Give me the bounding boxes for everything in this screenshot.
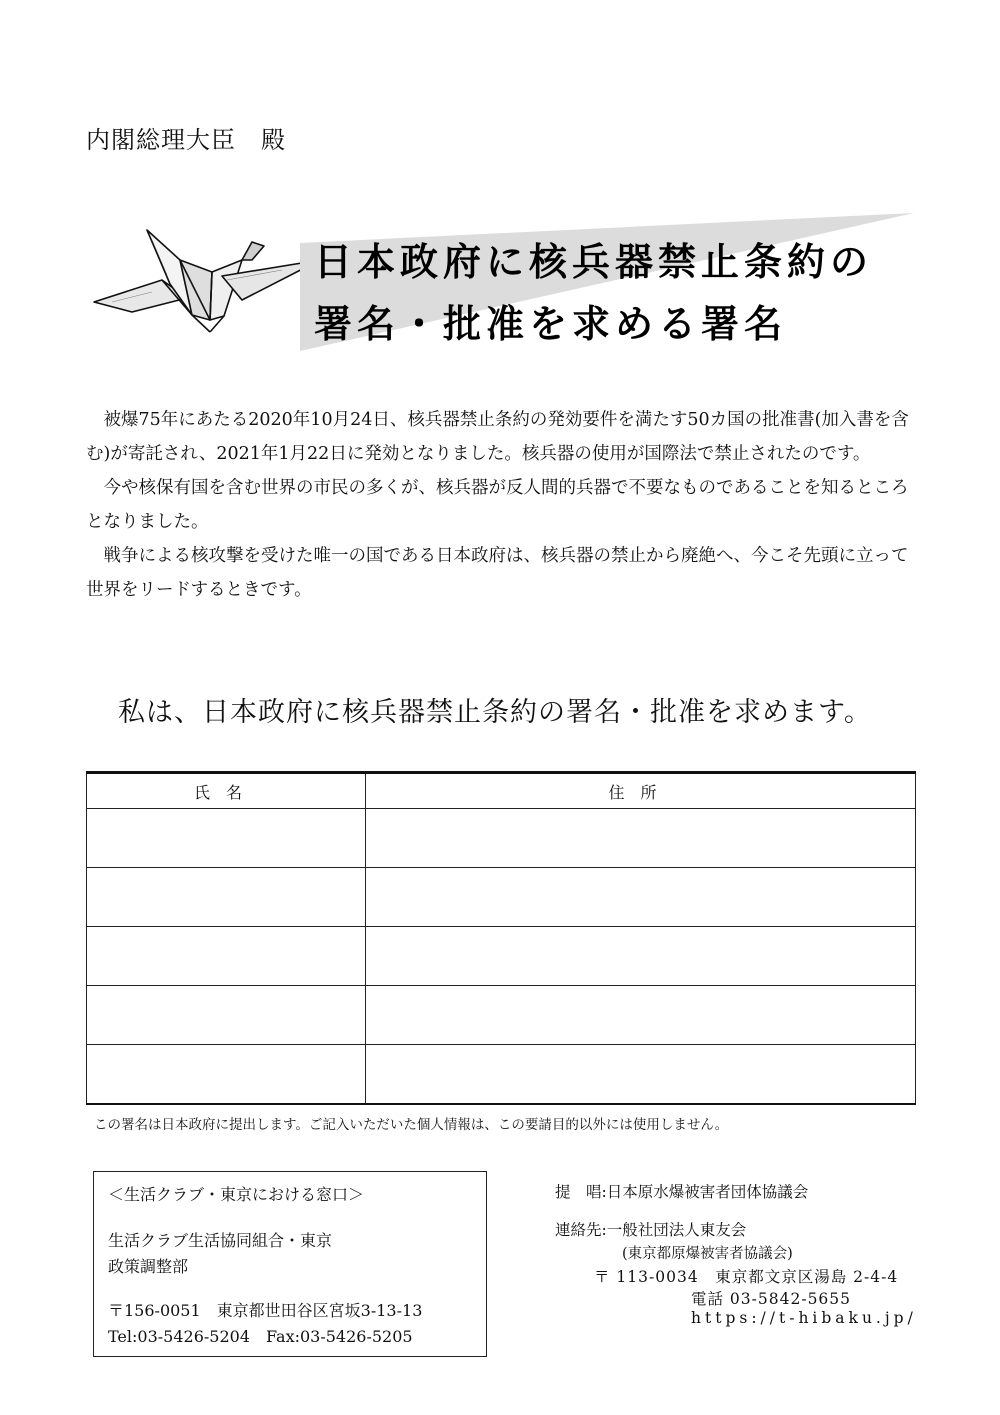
address-cell[interactable]: [366, 868, 916, 927]
name-column-header: 氏名: [87, 773, 366, 809]
contact-phone: 電話 03-5842-5655: [691, 1290, 852, 1308]
name-cell[interactable]: [87, 868, 366, 927]
address-cell[interactable]: [366, 927, 916, 986]
proposer: 提 唱:日本原水爆被害者団体協議会: [555, 1183, 809, 1201]
local-contact-box: [93, 1171, 487, 1357]
address-cell[interactable]: [366, 1045, 916, 1105]
contact-org: 連絡先:一般社団法人東友会: [555, 1221, 747, 1239]
title-banner: [300, 213, 914, 351]
address-column-header: 住所: [366, 773, 916, 809]
title-line-2: 署名・批准を求める署名: [314, 302, 788, 346]
table-row: [87, 986, 916, 1045]
paragraph: 今や核保有国を含む世界の市民の多くが、核兵器が反人間的兵器で不要なものであることを知るところとなりました。: [86, 478, 909, 532]
petition-statement: 私は、日本政府に核兵器禁止条約の署名・批准を求めます。: [118, 697, 872, 728]
address-cell[interactable]: [366, 809, 916, 868]
name-cell[interactable]: [87, 927, 366, 986]
address-cell[interactable]: [366, 986, 916, 1045]
privacy-note: この署名は日本政府に提出します。ご記入いただいた個人情報は、この要請目的以外には使用しません。: [94, 1117, 729, 1133]
signature-table: [86, 771, 916, 1105]
contact-address: 〒 113-0034 東京都文京区湯島 2-4-4: [594, 1268, 899, 1286]
addressee: 内閣総理大臣 殿: [86, 126, 286, 154]
contact-url[interactable]: https://t-hibaku.jp/: [691, 1309, 917, 1327]
table-row: [87, 809, 916, 868]
local-contact-address: [108, 1298, 422, 1350]
local-contact-title: ＜生活クラブ・東京における窓口＞: [108, 1185, 365, 1204]
table-row: [87, 1045, 916, 1105]
table-row: [87, 927, 916, 986]
contact-org-sub: (東京都原爆被害者協議会): [622, 1246, 793, 1262]
name-cell[interactable]: [87, 986, 366, 1045]
name-cell[interactable]: [87, 1045, 366, 1105]
local-contact-org: [108, 1228, 332, 1280]
paragraph: 被爆75年にあたる2020年10月24日、核兵器禁止条約の発効要件を満たす50カ国の批准書(加入書を含む)が寄託され、2021年1月22日に発効となりました。核兵器の使用が国際法で禁止されたのです。: [86, 410, 909, 464]
origami-crane-icon: [92, 220, 322, 340]
title-line-1: 日本政府に核兵器禁止条約の: [314, 240, 874, 284]
org-department: 政策調整部: [108, 1257, 189, 1276]
postal-address: 〒156-0051 東京都世田谷区宮坂3-13-13: [108, 1301, 423, 1320]
body-text: [86, 403, 920, 607]
phone-fax: Tel:03-5426-5204 Fax:03-5426-5205: [108, 1327, 413, 1346]
paragraph: 戦争による核攻撃を受けた唯一の国である日本政府は、核兵器の禁止から廃絶へ、今こそ先頭に立って世界をリードするときです。: [86, 546, 909, 600]
table-row: [87, 868, 916, 927]
name-cell[interactable]: [87, 809, 366, 868]
org-name: 生活クラブ生活協同組合・東京: [108, 1231, 333, 1250]
